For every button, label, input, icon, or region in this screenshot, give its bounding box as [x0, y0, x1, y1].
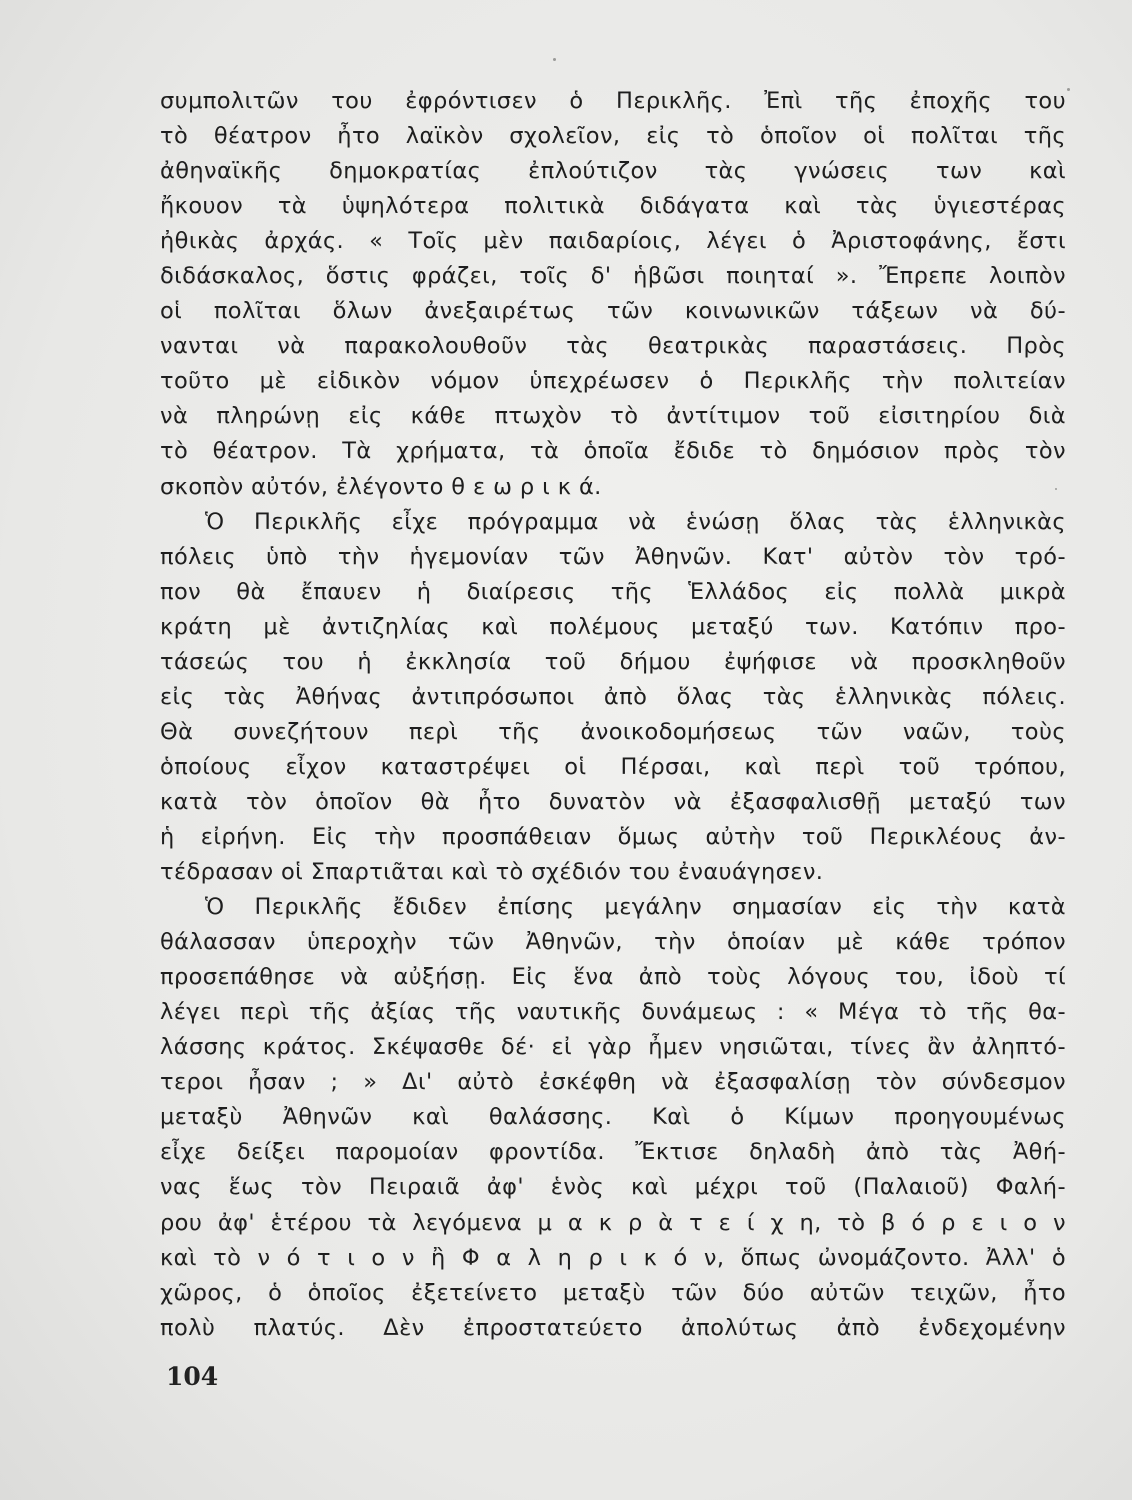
text-line: πολὺ πλατύς. Δὲν ἐπροστατεύετο ἀπολύτως ἀπὸ ἐνδεχομένην: [160, 1314, 1066, 1341]
text-line: τέδρασαν οἱ Σπαρτιᾶται καὶ τὸ σχέδιόν του ἐναυάγησεν.: [160, 859, 824, 886]
text-line: τεροι ἦσαν ; » Δι' αὐτὸ ἐσκέφθη νὰ ἐξασφαλίσῃ τὸν σύνδεσμον: [160, 1069, 1066, 1096]
text-line: νὰ πληρώνῃ εἰς κάθε πτωχὸν τὸ ἀντίτιμον τοῦ εἰσιτηρίου διὰ: [160, 403, 1066, 430]
text-line: οἱ πολῖται ὅλων ἀνεξαιρέτως τῶν κοινωνικῶν τάξεων νὰ δύ-: [160, 298, 1066, 325]
text-line: ἤκουον τὰ ὑψηλότερα πολιτικὰ διδάγατα καὶ τὰς ὑγιεστέρας: [160, 193, 1066, 220]
text-line: ἡ εἰρήνη. Εἰς τὴν προσπάθειαν ὅμως αὐτὴν τοῦ Περικλέους ἀν-: [160, 823, 1066, 850]
text-line: σκοπὸν αὐτόν, ἐλέγοντο θ ε ω ρ ι κ ά.: [160, 473, 602, 500]
text-line: τὸ θέατρον ἦτο λαϊκὸν σχολεῖον, εἰς τὸ ὁποῖον οἱ πολῖται τῆς: [160, 123, 1066, 150]
text-line: ἀθηναϊκῆς δημοκρατίας ἐπλούτιζον τὰς γνώσεις των καὶ: [160, 158, 1066, 185]
text-line: Ὁ Περικλῆς εἶχε πρόγραμμα νὰ ἑνώσῃ ὅλας τὰς ἑλληνικὰς: [205, 508, 1066, 535]
text-line: νας ἕως τὸν Πειραιᾶ ἀφ' ἑνὸς καὶ μέχρι τοῦ (Παλαιοῦ) Φαλή-: [160, 1174, 1066, 1201]
text-line: λάσσης κράτος. Σκέψασθε δέ· εἰ γὰρ ἦμεν νησιῶται, τίνες ἂν ἀληπτό-: [160, 1034, 1066, 1061]
page-number: 104: [166, 1362, 219, 1391]
text-line: λέγει περὶ τῆς ἀξίας τῆς ναυτικῆς δυνάμεως : « Μέγα τὸ τῆς θα-: [160, 999, 1066, 1026]
text-line: ρου ἀφ' ἑτέρου τὰ λεγόμενα μ α κ ρ ὰ τ ε ί χ η, τὸ β ό ρ ε ι ο ν: [160, 1209, 1066, 1236]
text-line: νανται νὰ παρακολουθοῦν τὰς θεατρικὰς παραστάσεις. Πρὸς: [160, 333, 1066, 360]
text-line: μεταξὺ Ἀθηνῶν καὶ θαλάσσης. Καὶ ὁ Κίμων προηγουμένως: [160, 1104, 1066, 1131]
paper-speck: [1067, 88, 1070, 91]
text-line: Θὰ συνεζήτουν περὶ τῆς ἀνοικοδομήσεως τῶν ναῶν, τοὺς: [160, 718, 1066, 745]
text-line: κράτη μὲ ἀντιζηλίας καὶ πολέμους μεταξύ των. Κατόπιν προ-: [160, 613, 1066, 640]
text-line: εἰς τὰς Ἀθήνας ἀντιπρόσωποι ἀπὸ ὅλας τὰς ἑλληνικὰς πόλεις.: [160, 683, 1066, 710]
body-text: [160, 84, 1066, 1346]
text-line: Ὁ Περικλῆς ἔδιδεν ἐπίσης μεγάλην σημασίαν εἰς τὴν κατὰ: [205, 894, 1066, 921]
text-line: τὸ θέατρον. Τὰ χρήματα, τὰ ὁποῖα ἔδιδε τὸ δημόσιον πρὸς τὸν: [160, 438, 1066, 465]
text-line: ἠθικὰς ἀρχάς. « Τοῖς μὲν παιδαρίοις, λέγει ὁ Ἀριστοφάνης, ἔστι: [160, 228, 1066, 255]
text-line: τοῦτο μὲ εἰδικὸν νόμον ὑπεχρέωσεν ὁ Περικλῆς τὴν πολιτείαν: [160, 368, 1066, 395]
text-line: πόλεις ὑπὸ τὴν ἡγεμονίαν τῶν Ἀθηνῶν. Κατ' αὐτὸν τὸν τρό-: [160, 543, 1066, 570]
paper-speck: [1055, 488, 1057, 490]
paper-speck: [553, 58, 556, 61]
text-line: διδάσκαλος, ὅστις φράζει, τοῖς δ' ἡβῶσι ποιηταί ». Ἔπρεπε λοιπὸν: [160, 263, 1066, 290]
text-line: θάλασσαν ὑπεροχὴν τῶν Ἀθηνῶν, τὴν ὁποίαν μὲ κάθε τρόπον: [160, 929, 1066, 956]
text-line: συμπολιτῶν του ἐφρόντισεν ὁ Περικλῆς. Ἐπὶ τῆς ἐποχῆς του: [160, 88, 1066, 114]
text-line: προσεπάθησε νὰ αὐξήσῃ. Εἰς ἕνα ἀπὸ τοὺς λόγους του, ἰδοὺ τί: [160, 964, 1066, 991]
text-line: πον θὰ ἔπαυεν ἡ διαίρεσις τῆς Ἑλλάδος εἰς πολλὰ μικρὰ: [160, 578, 1066, 605]
text-line: χῶρος, ὁ ὁποῖος ἐξετείνετο μεταξὺ τῶν δύο αὐτῶν τειχῶν, ἦτο: [160, 1279, 1066, 1306]
text-line: κατὰ τὸν ὁποῖον θὰ ἦτο δυνατὸν νὰ ἐξασφαλισθῇ μεταξύ των: [160, 788, 1066, 815]
text-line: τάσεώς του ἡ ἐκκλησία τοῦ δήμου ἐψήφισε νὰ προσκληθοῦν: [160, 648, 1066, 675]
text-line: ὁποίους εἶχον καταστρέψει οἱ Πέρσαι, καὶ περὶ τοῦ τρόπου,: [160, 753, 1066, 780]
text-line: καὶ τὸ ν ό τ ι ο ν ἢ Φ α λ η ρ ι κ ό ν, ὅπως ὠνομάζοντο. Ἀλλ' ὁ: [160, 1244, 1066, 1271]
text-line: εἶχε δείξει παρομοίαν φροντίδα. Ἔκτισε δηλαδὴ ἀπὸ τὰς Ἀθή-: [160, 1139, 1066, 1166]
